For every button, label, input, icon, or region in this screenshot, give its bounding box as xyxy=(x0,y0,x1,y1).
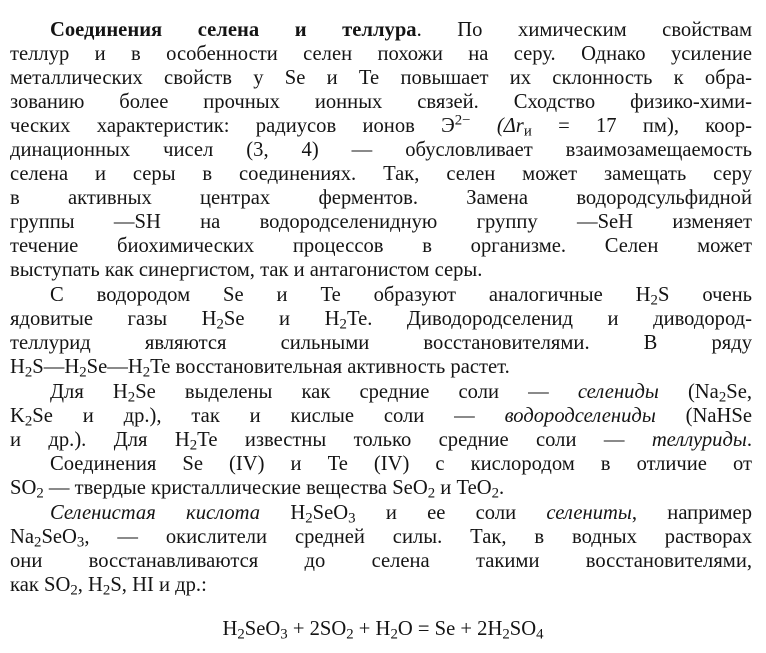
chemical-equation: $H_2SeO_3 + 2SO_2 + H_2O = Se + 2H_2SO_4$ xyxy=(222,618,544,643)
paragraph-1-line-9: группы —SH на водородселенидную группу —SeH изменяет xyxy=(10,211,752,233)
paragraph-1-line-10: течение биохимических процессов в организме. Селен может xyxy=(10,235,752,257)
paragraph-1-line-3: металлических свойств у Se и Te повышает их склонность к обра- xyxy=(10,67,752,89)
paragraph-3-line-2: $K_2Se$ и др.), так и кислые соли — водородселениды (NaHSe xyxy=(10,405,752,430)
paragraph-1-line-6: динационных чисел (3, 4) — обусловливает взаимозамещаемость xyxy=(10,139,752,161)
paragraph-4-line-1: Соединения Se (IV) и Te (IV) с кислородом в отличие от xyxy=(50,453,752,475)
paragraph-4-line-2: $SO_2$ — твердые кристаллические вещества SeO$_2$ и TeO$_2$. xyxy=(10,477,505,502)
section-title: Соединения селена и теллура xyxy=(50,19,417,41)
paragraph-1-line-5: ческих характеристик: радиусов ионов $Э^{2-}$ ($\Delta r_и = 17$ пм), коор- xyxy=(10,112,752,140)
paragraph-1-line-1: Соединения селена и теллура. По химическим свойствам xyxy=(50,19,752,41)
paragraph-2-line-1: С водородом Se и Te образуют аналогичные $H_2S$ очень xyxy=(50,284,752,309)
paragraph-1-line-2: теллур и в особенности селен похожи на серу. Однако усиление xyxy=(10,43,752,65)
paragraph-3-line-3: и др.). Для $H_2Te$ известны только средние соли — теллуриды. xyxy=(10,429,752,454)
paragraph-3-line-1: Для $H_2Se$ выделены как средние соли — селениды ($Na_2Se$, xyxy=(50,381,752,406)
paragraph-5-line-2: $Na_2SeO_3$, — окислители средней силы. Так, в водных растворах xyxy=(10,526,752,551)
paragraph-1-line-4: зованию более прочных ионных связей. Сходство физико-хими- xyxy=(10,91,752,113)
paragraph-2-line-3: теллурид являются сильными восстановителями. В ряду xyxy=(10,332,752,354)
paragraph-5-line-1: Селенистая кислота $H_2SeO_3$ и ее соли селениты, например xyxy=(50,502,752,527)
paragraph-2-line-4: $H_2S—H_2Se—H_2Te$ восстановительная активность растет. xyxy=(10,356,510,381)
paragraph-2-line-2: ядовитые газы $H_2Se$ и $H_2Te$. Диводородселенид и диводород- xyxy=(10,308,752,333)
paragraph-5-line-4: как $SO_2$, $H_2S$, HI и др.: xyxy=(10,574,207,599)
paragraph-1-line-11: выступать как синергистом, так и антагонистом серы. xyxy=(10,259,483,281)
paragraph-5-line-3: они восстанавливаются до селена такими восстановителями, xyxy=(10,550,752,572)
paragraph-1-line-8: в активных центрах ферментов. Замена водородсульфидной xyxy=(10,187,752,209)
paragraph-1-line-7: селена и серы в соединениях. Так, селен может замещать серу xyxy=(10,163,752,185)
